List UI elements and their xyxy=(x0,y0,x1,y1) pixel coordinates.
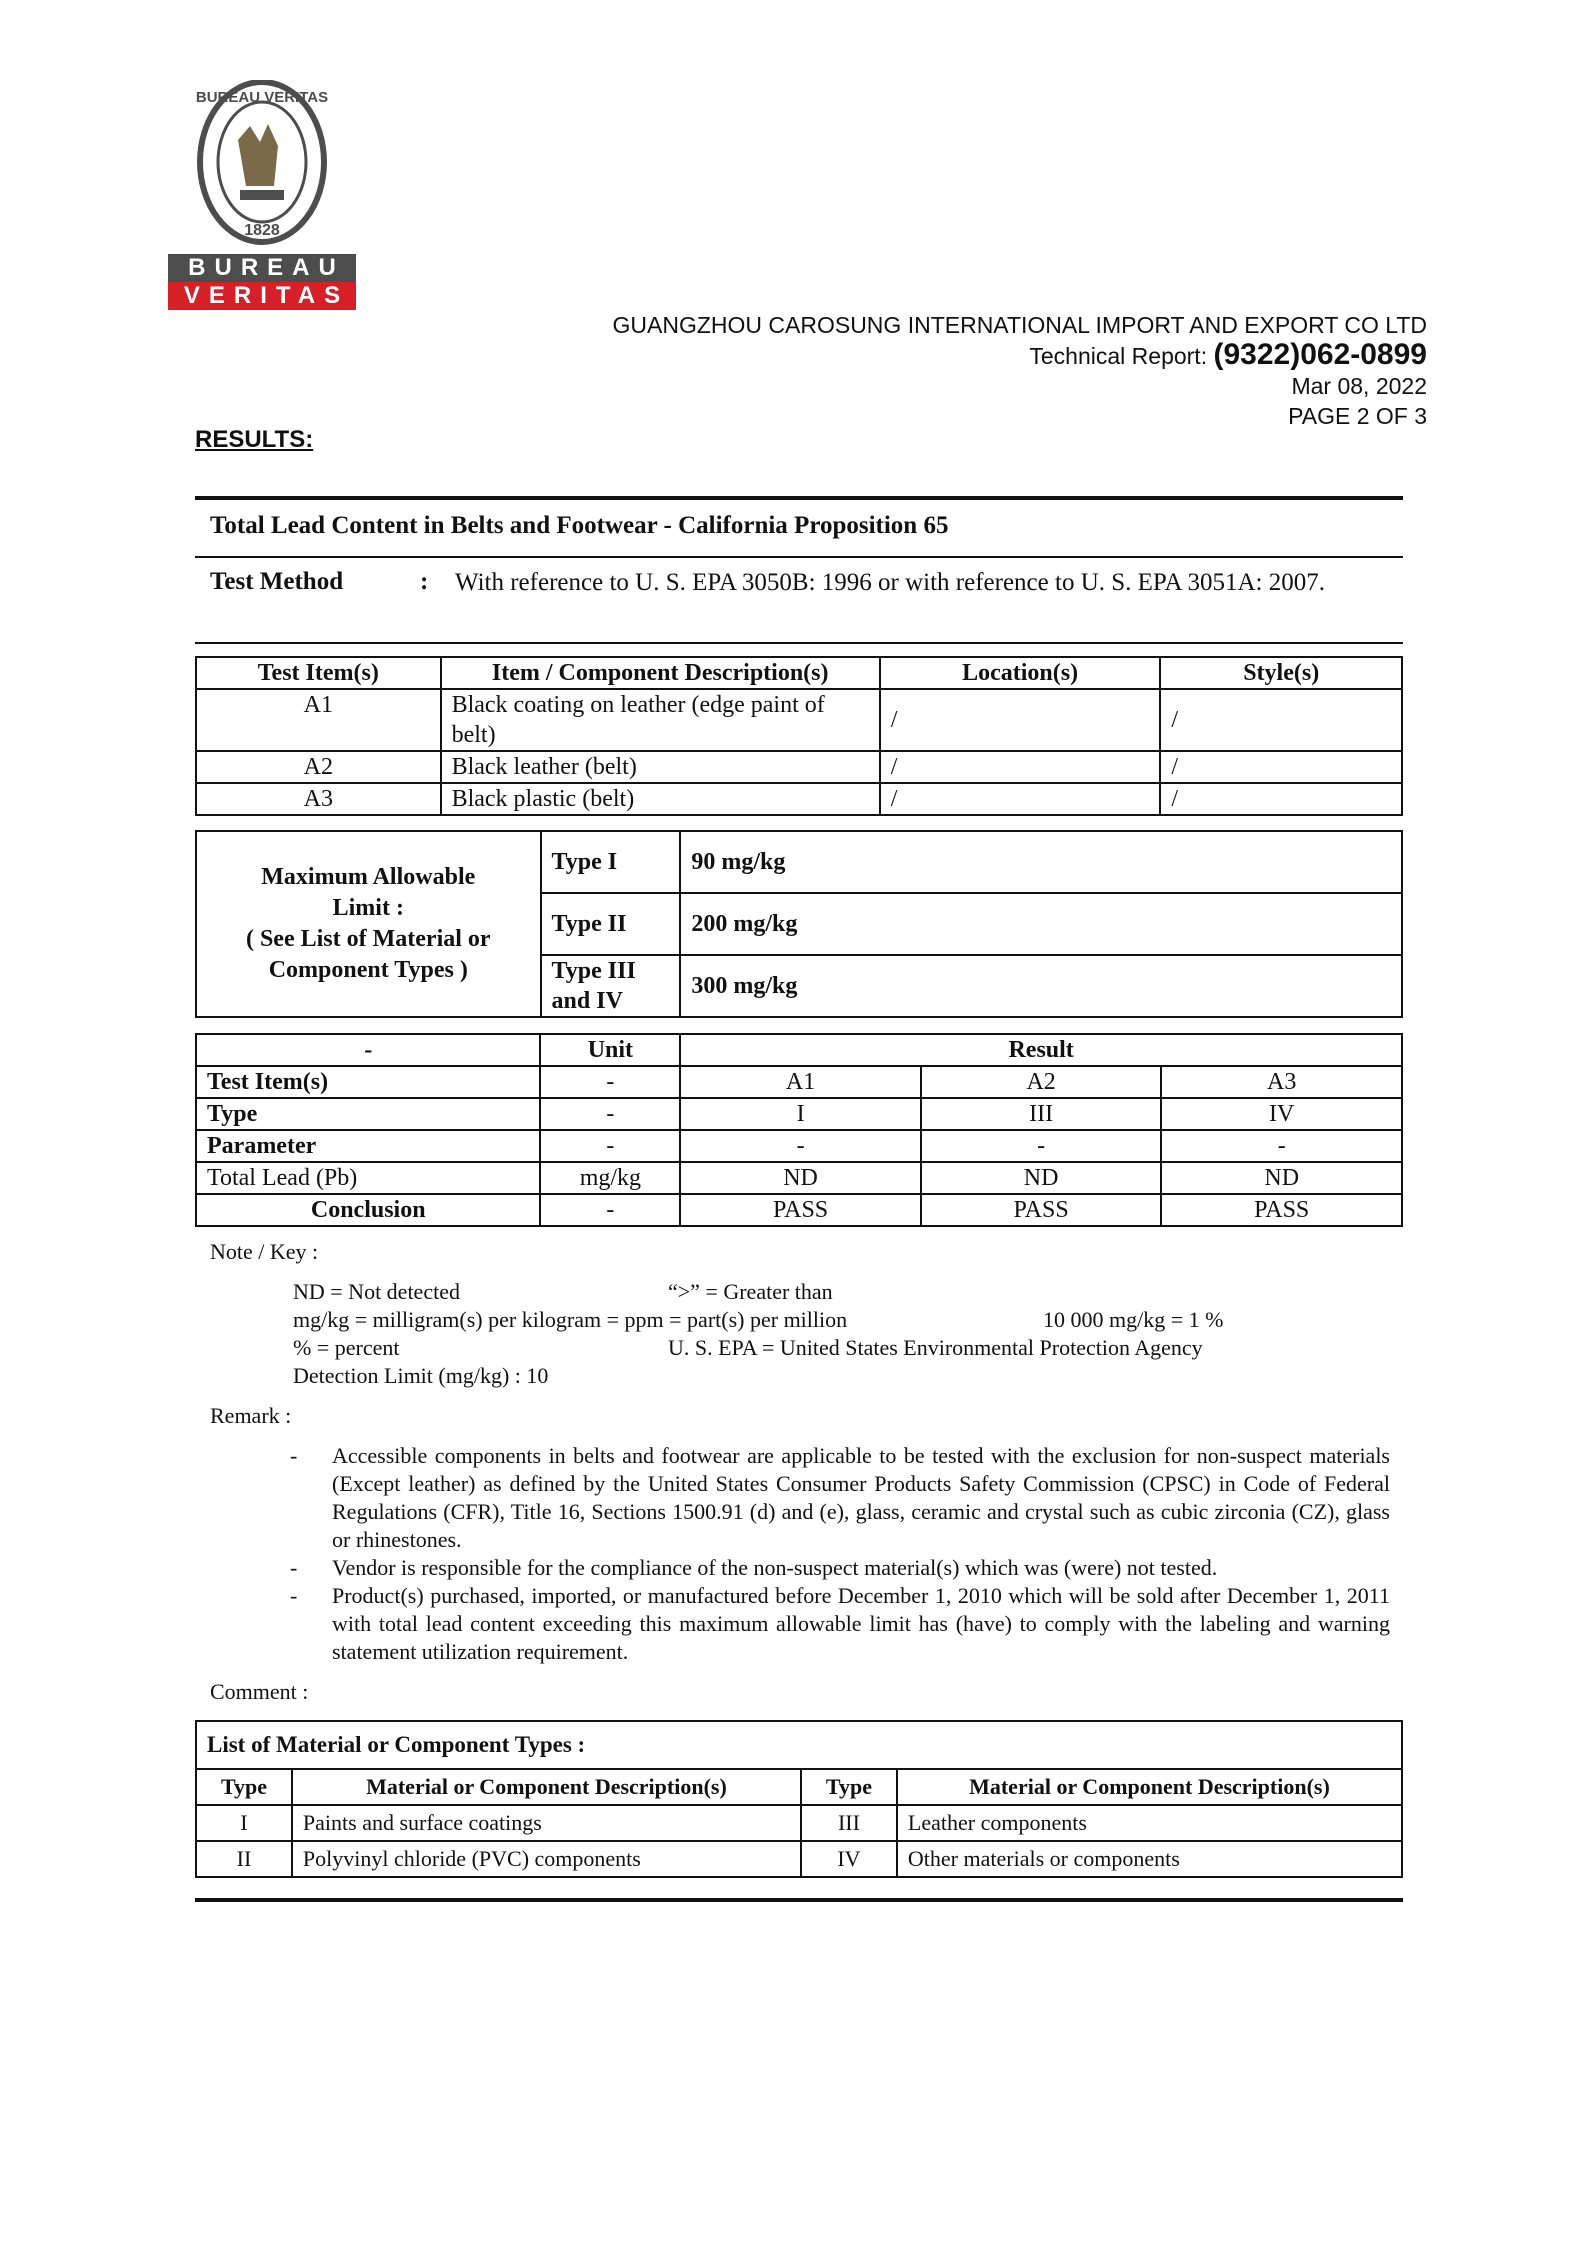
table-row xyxy=(196,689,1402,751)
column-header: - xyxy=(196,1034,540,1066)
remark-text: Accessible components in belts and footwear are applicable to be tested with the exclusion for non-suspect materials (Except leather) as defined by the United States Consumer Products Safety Commission (CPSC) in Code of Federal Regulations (CFR), Title 16, Sections 1500.91 (d) and (e), glass, ceramic and crystal such as cubic zirconia (CZ), glass or rhinestones. xyxy=(332,1443,1390,1552)
row-label: Type xyxy=(196,1098,540,1130)
column-header: Item / Component Description(s) xyxy=(441,657,880,689)
column-header: Material or Component Description(s) xyxy=(897,1769,1402,1805)
remark-bullet: - xyxy=(290,1583,298,1608)
row-label: Parameter xyxy=(196,1130,540,1162)
cell-result: PASS xyxy=(680,1194,921,1226)
cell-description: Paints and surface coatings xyxy=(292,1805,801,1841)
table-row xyxy=(196,1098,1402,1130)
cell-result: - xyxy=(680,1130,921,1162)
remark-text: Product(s) purchased, imported, or manufactured before December 1, 2010 which will be sold after December 1, 2011 with total lead content exceeding this maximum allowable limit has (have) to comply with the labeling and warning statement utilization requirement. xyxy=(332,1583,1390,1664)
table-row xyxy=(196,1130,1402,1162)
cell-type: I xyxy=(196,1805,292,1841)
bureau-veritas-logo xyxy=(168,80,356,312)
cell-result: A3 xyxy=(1161,1066,1402,1098)
limit-type: Type I xyxy=(541,831,681,893)
limit-value: 90 mg/kg xyxy=(680,831,1402,893)
column-header: Location(s) xyxy=(880,657,1161,689)
table-row xyxy=(196,1066,1402,1098)
cell-style: / xyxy=(1160,689,1402,751)
result-table xyxy=(195,1033,1403,1227)
test-method-text: With reference to U. S. EPA 3050B: 1996 or with reference to U. S. EPA 3051A: 2007. xyxy=(455,569,1325,596)
cell-result: - xyxy=(1161,1130,1402,1162)
report-number: (9322)062-0899 xyxy=(1213,338,1427,371)
table-row xyxy=(196,831,1402,893)
cell-result: III xyxy=(921,1098,1162,1130)
cell-description: Black coating on leather (edge paint of belt) xyxy=(441,689,880,751)
row-label: Conclusion xyxy=(196,1194,540,1226)
column-header: Result xyxy=(680,1034,1402,1066)
table-header-row xyxy=(196,657,1402,689)
note-nd: ND = Not detected xyxy=(293,1279,460,1304)
limit-value: 200 mg/kg xyxy=(680,893,1402,955)
cell-style: / xyxy=(1160,783,1402,815)
results-heading: RESULTS: xyxy=(195,426,314,453)
table-row xyxy=(196,1841,1402,1877)
max-limit-label xyxy=(196,831,541,1017)
note-detection-limit: Detection Limit (mg/kg) : 10 xyxy=(293,1363,549,1388)
remark-list xyxy=(290,1442,1390,1666)
cell-type: III xyxy=(801,1805,897,1841)
column-header: Test Item(s) xyxy=(196,657,441,689)
max-limit-label-line: Limit : xyxy=(332,895,404,921)
cell-description: Polyvinyl chloride (PVC) components xyxy=(292,1841,801,1877)
note-greater-than: “>” = Greater than xyxy=(668,1279,833,1304)
note-epa: U. S. EPA = United States Environmental Protection Agency xyxy=(668,1335,1203,1360)
cell-test-item: A2 xyxy=(196,751,441,783)
cell-type: IV xyxy=(801,1841,897,1877)
note-mgkg: mg/kg = milligram(s) per kilogram = ppm = part(s) per million xyxy=(293,1307,848,1332)
row-label: Test Item(s) xyxy=(196,1066,540,1098)
section-bottom-rule xyxy=(195,1898,1403,1902)
report-line xyxy=(527,340,1427,371)
table-row xyxy=(196,1162,1402,1194)
note-key-title: Note / Key : xyxy=(210,1239,319,1264)
material-types-table xyxy=(195,1720,1403,1878)
cell-result: ND xyxy=(1161,1162,1402,1194)
table-header-row xyxy=(196,1769,1402,1805)
max-limit-label-line: Component Types ) xyxy=(268,957,468,983)
table-row xyxy=(196,1194,1402,1226)
table-caption-row xyxy=(196,1721,1402,1769)
cell-result: PASS xyxy=(1161,1194,1402,1226)
method-bottom-rule xyxy=(195,642,1403,644)
section-title: Total Lead Content in Belts and Footwear - California Proposition 65 xyxy=(210,512,949,539)
cell-unit: - xyxy=(540,1098,680,1130)
table-row xyxy=(196,783,1402,815)
cell-description: Black plastic (belt) xyxy=(441,783,880,815)
cell-description: Other materials or components xyxy=(897,1841,1402,1877)
remark-bullet: - xyxy=(290,1555,298,1580)
cell-result: A1 xyxy=(680,1066,921,1098)
report-header xyxy=(527,310,1427,431)
limit-type: Type III and IV xyxy=(541,955,681,1017)
cell-location: / xyxy=(880,689,1161,751)
table-header-row xyxy=(196,1034,1402,1066)
remark-label: Remark : xyxy=(210,1403,292,1428)
column-header: Type xyxy=(801,1769,897,1805)
comment-label: Comment : xyxy=(210,1679,309,1704)
cell-result: ND xyxy=(680,1162,921,1194)
max-limit-label-line: Maximum Allowable xyxy=(261,864,476,890)
bureau-veritas-seal-icon xyxy=(168,80,356,260)
types-table-caption: List of Material or Component Types : xyxy=(196,1721,1402,1769)
test-items-table xyxy=(195,656,1403,816)
report-label: Technical Report: xyxy=(1029,343,1208,369)
page-number: PAGE 2 OF 3 xyxy=(1288,403,1427,429)
cell-description: Leather components xyxy=(897,1805,1402,1841)
column-header: Unit xyxy=(540,1034,680,1066)
cell-location: / xyxy=(880,783,1161,815)
max-limit-table xyxy=(195,830,1403,1018)
cell-unit: mg/kg xyxy=(540,1162,680,1194)
limit-value: 300 mg/kg xyxy=(680,955,1402,1017)
cell-result: IV xyxy=(1161,1098,1402,1130)
logo-word-bureau: BUREAU xyxy=(168,254,356,282)
cell-unit: - xyxy=(540,1194,680,1226)
cell-test-item: A3 xyxy=(196,783,441,815)
list-item xyxy=(290,1582,1390,1666)
remark-text: Vendor is responsible for the compliance of the non-suspect material(s) which was (were) not tested. xyxy=(332,1555,1218,1580)
section-top-rule xyxy=(195,496,1403,500)
cell-description: Black leather (belt) xyxy=(441,751,880,783)
section-title-rule xyxy=(195,556,1403,558)
column-header: Type xyxy=(196,1769,292,1805)
cell-type: II xyxy=(196,1841,292,1877)
svg-text:BUREAU VERITAS: BUREAU VERITAS xyxy=(195,89,329,106)
column-header: Style(s) xyxy=(1160,657,1402,689)
test-method-label: Test Method xyxy=(210,568,344,595)
list-item xyxy=(290,1554,1390,1582)
cell-test-item: A1 xyxy=(196,689,441,751)
company-name: GUANGZHOU CAROSUNG INTERNATIONAL IMPORT AND EXPORT CO LTD xyxy=(612,312,1427,338)
report-date: Mar 08, 2022 xyxy=(1291,373,1427,399)
remark-bullet: - xyxy=(290,1443,298,1468)
max-limit-label-line: ( See List of Material or xyxy=(245,926,491,952)
column-header: Material or Component Description(s) xyxy=(292,1769,801,1805)
cell-result: PASS xyxy=(921,1194,1162,1226)
row-label: Total Lead (Pb) xyxy=(196,1162,540,1194)
list-item xyxy=(290,1442,1390,1554)
cell-unit: - xyxy=(540,1130,680,1162)
cell-location: / xyxy=(880,751,1161,783)
logo-word-veritas: VERITAS xyxy=(168,282,356,310)
cell-result: - xyxy=(921,1130,1162,1162)
cell-style: / xyxy=(1160,751,1402,783)
cell-result: I xyxy=(680,1098,921,1130)
table-row xyxy=(196,751,1402,783)
cell-result: A2 xyxy=(921,1066,1162,1098)
cell-result: ND xyxy=(921,1162,1162,1194)
svg-text:1828: 1828 xyxy=(244,222,280,239)
limit-type: Type II xyxy=(541,893,681,955)
test-method-colon: : xyxy=(420,568,429,595)
cell-unit: - xyxy=(540,1066,680,1098)
note-conversion: 10 000 mg/kg = 1 % xyxy=(1043,1307,1224,1332)
note-percent: % = percent xyxy=(293,1335,400,1360)
table-row xyxy=(196,1805,1402,1841)
